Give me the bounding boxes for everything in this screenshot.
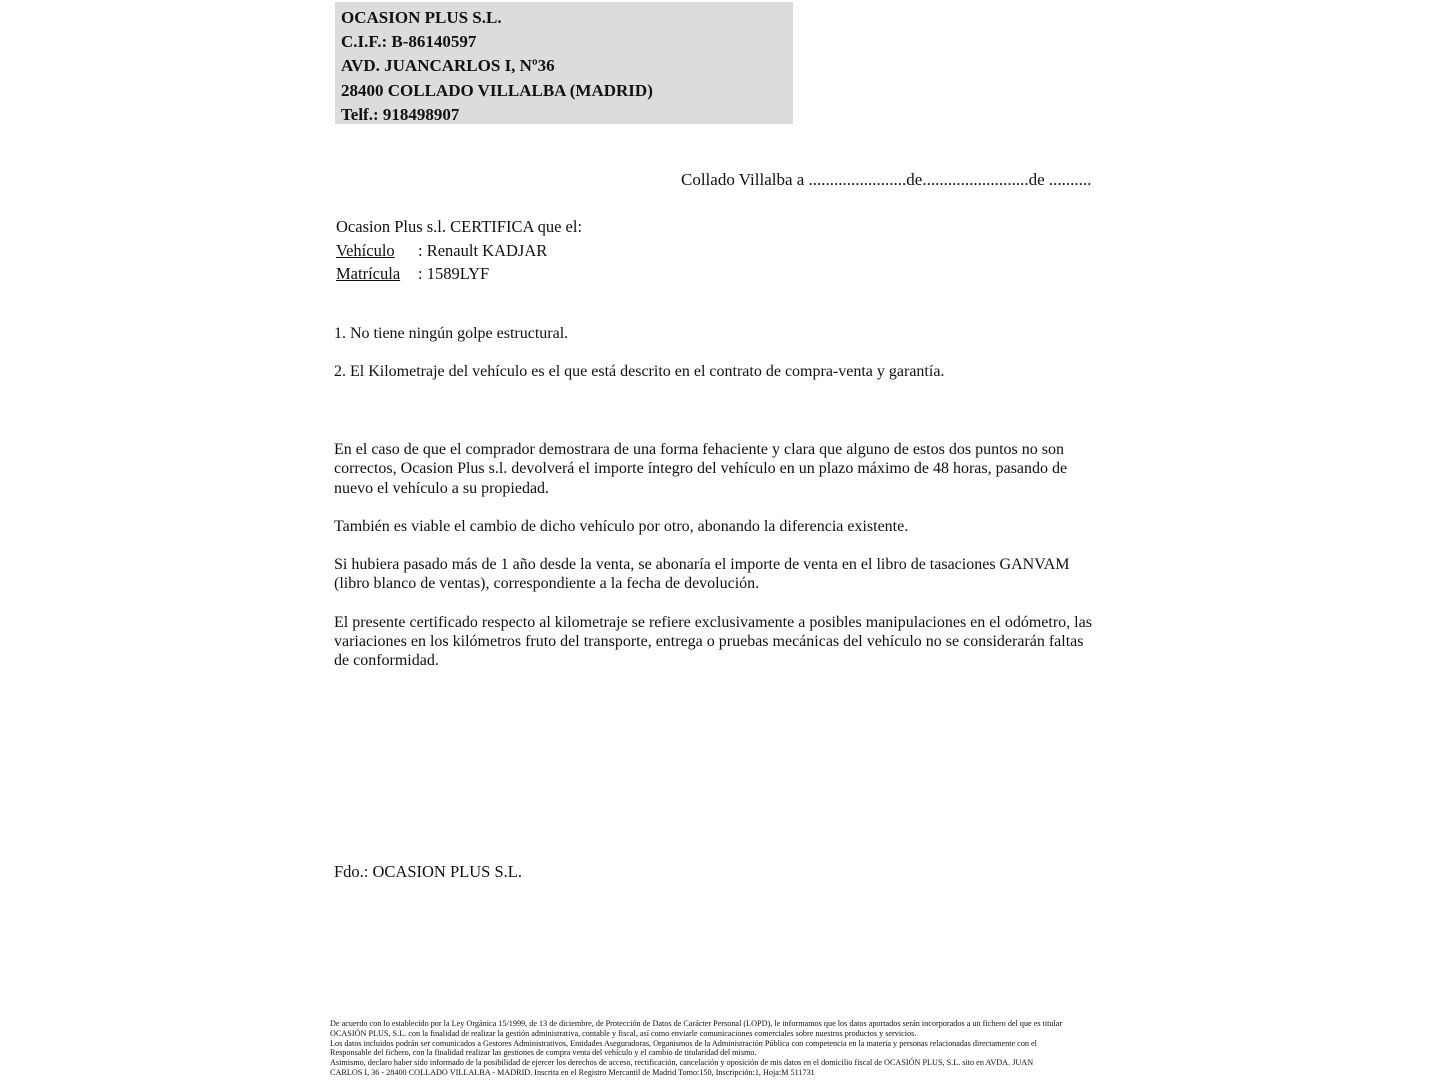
vehicle-field bbox=[336, 239, 582, 263]
plate-field-value: : 1589LYF bbox=[418, 264, 490, 284]
fine-print-line: OCASIÓN PLUS, S.L. con la finalidad de realizar la gestión administrativa, contable y fiscal, así como enviarle comunicaciones comerciales sobre nuestros productos y servicios. bbox=[330, 1028, 917, 1038]
company-name: OCASION PLUS S.L. bbox=[341, 8, 502, 27]
paragraph-exchange: También es viable el cambio de dicho vehículo por otro, abonando la diferencia existente. bbox=[334, 517, 909, 535]
point-1: 1. No tiene ningún golpe estructural. bbox=[334, 325, 569, 342]
vehicle-field-label: Vehículo bbox=[336, 240, 395, 260]
company-phone: Telf.: 918498907 bbox=[341, 104, 460, 124]
date-line: Collado Villalba a .......................de.........................de .......... bbox=[681, 170, 1092, 189]
signature-line: Fdo.: OCASION PLUS S.L. bbox=[334, 862, 522, 881]
fine-print-block bbox=[330, 1019, 1105, 1078]
fine-print-line: Responsable del fichero, con la finalidad realizar las gestiones de compra venta del vehículo y el cambio de titularidad del mismo. bbox=[330, 1048, 757, 1058]
vehicle-field-value: : Renault KADJAR bbox=[418, 240, 548, 260]
paragraph-odometer: El presente certificado respecto al kilometraje se refiere exclusivamente a posibles manipulaciones en el odómetro, las variaciones en los kilómetros fruto del transporte, entrega o pruebas mecánicas del vehículo no se considerarán faltas de conformidad. bbox=[334, 613, 1092, 670]
plate-field-label: Matrícula bbox=[336, 264, 401, 284]
fine-print-line: CARLOS I, 36 - 28400 COLLADO VILLALBA - MADRID. Inscrita en el Registro Mercantil de Madrid Tomo:150, Inscripción:1, Hoja:M 511731 bbox=[330, 1067, 815, 1077]
paragraph-refund: En el caso de que el comprador demostrara de una forma fehaciente y clara que alguno de estos dos puntos no son correctos, Ocasion Plus s.l. devolverá el importe íntegro del vehículo en un plazo máximo de 48 horas, pasando de nuevo el vehículo a su propiedad. bbox=[334, 441, 1068, 497]
certificate-intro: Ocasion Plus s.l. CERTIFICA que el: bbox=[336, 217, 583, 236]
fine-print-line: De acuerdo con lo establecido por la Ley Orgánica 15/1999, de 13 de diciembre, de Protección de Datos de Carácter Personal (LOPD), le informamos que los datos aportados serán incorporados a un fichero del que es titular bbox=[330, 1019, 1063, 1028]
company-address: AVD. JUANCARLOS I, Nº36 bbox=[341, 56, 555, 76]
certificate-block bbox=[336, 215, 582, 286]
fine-print-line: Asimismo, declaro haber sido informado de la posibilidad de ejercer los derechos de acceso, rectificación, cancelación y oposición de mis datos en el domicilio fiscal de OCASIÓN PLUS, S.L. sito en AVDA. JUAN bbox=[330, 1058, 1034, 1067]
company-cif: C.I.F.: B-86140597 bbox=[341, 32, 477, 52]
paragraphs-block bbox=[334, 440, 1092, 690]
paragraph-ganvam: Si hubiera pasado más de 1 año desde la venta, se abonaría el importe de venta en el libro de tasaciones GANVAM (libro blanco de ventas), correspondiente a la fecha de devolución. bbox=[334, 556, 1070, 593]
company-postal-city: 28400 COLLADO VILLALBA (MADRID) bbox=[341, 80, 653, 100]
points-block bbox=[334, 324, 1094, 401]
fine-print-line: Los datos incluidos podrán ser comunicados a Gestores Administrativos, Entidades Aseguradoras, Organismos de la Administración Pública con competencia en la materia y personas relacionadas directamente con el bbox=[330, 1038, 1037, 1048]
company-header-box bbox=[335, 2, 793, 124]
plate-field bbox=[336, 262, 582, 286]
point-2: 2. El Kilometraje del vehículo es el que está descrito en el contrato de compra-venta y garantía. bbox=[334, 363, 945, 381]
